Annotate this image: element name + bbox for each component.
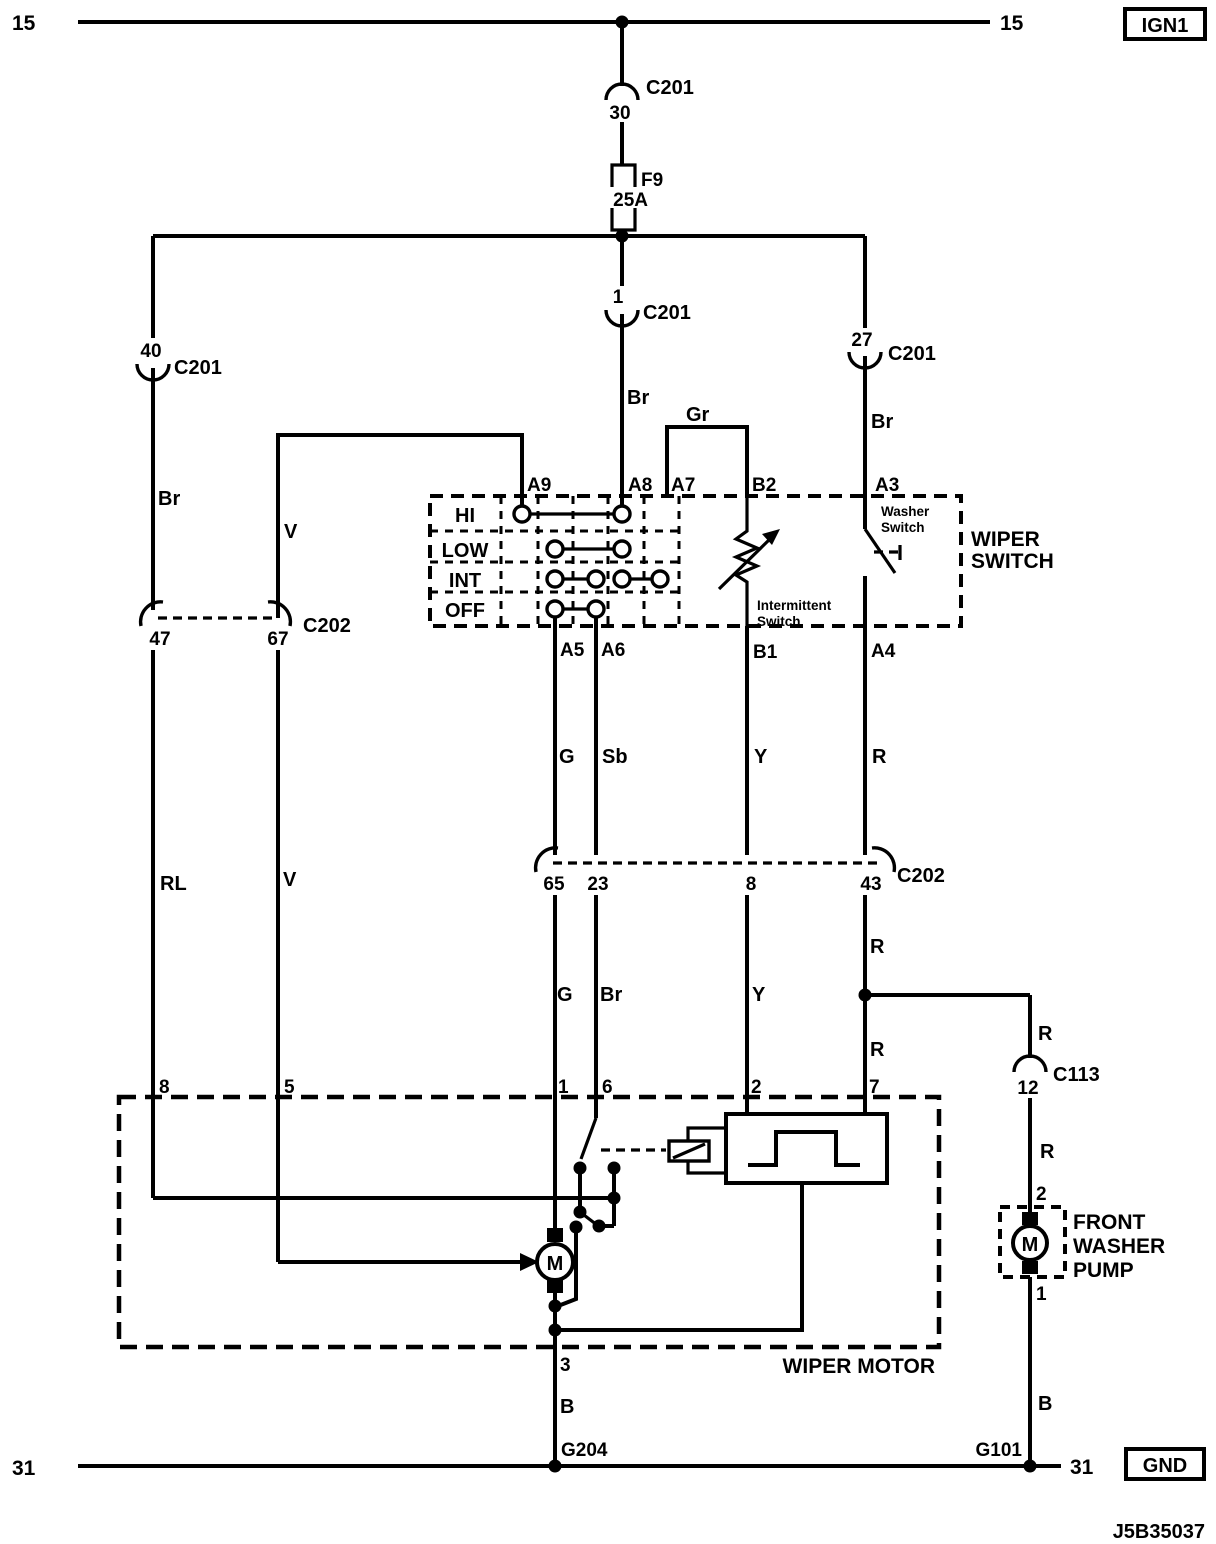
wire-color-y: Y: [754, 746, 768, 768]
junction-dot: [549, 1300, 562, 1313]
left-branch: [137, 236, 351, 1198]
contact-circle: [547, 601, 563, 617]
connector-arc-c201-30: [606, 84, 638, 100]
fuse-branch: [606, 22, 694, 236]
connector-arc-c202-47: [141, 602, 163, 626]
contact-circle: [614, 541, 630, 557]
switch-pos-hi: HI: [455, 505, 475, 527]
wire-color-gr: Gr: [686, 404, 710, 426]
pulse-generator-box: [726, 1114, 887, 1183]
c201-27-pin: 27: [851, 330, 873, 351]
park-switch-blade: [581, 1118, 596, 1159]
pump-pin-bottom: 1: [1036, 1284, 1047, 1305]
pin-b2: B2: [752, 475, 777, 496]
motor-bottom-terminal: [547, 1280, 563, 1293]
c202-43-pin: 43: [860, 874, 882, 895]
diagram-doc-id: J5B35037: [1112, 1521, 1205, 1543]
wire-color-br: Br: [158, 488, 181, 510]
motor-pin-3: 3: [560, 1355, 571, 1376]
c202-row2-name: C202: [897, 865, 945, 887]
switch-pos-off: OFF: [445, 600, 485, 622]
motor-pin-8: 8: [159, 1077, 170, 1098]
c202-8-pin: 8: [745, 874, 757, 895]
wiper-switch-title-2: SWITCH: [971, 550, 1054, 573]
ground-g204-label: G204: [561, 1440, 608, 1461]
top-power-rail: [12, 9, 1205, 39]
wire-color-g: G: [557, 984, 573, 1006]
c113-name: C113: [1053, 1064, 1100, 1086]
c202-23-pin: 23: [587, 874, 609, 895]
pump-title-1: FRONT: [1073, 1211, 1146, 1234]
pin-a7: A7: [671, 475, 696, 496]
pump-title-3: PUMP: [1073, 1259, 1134, 1282]
wiper-motor-outline: [119, 1097, 939, 1347]
pin-a5: A5: [560, 640, 585, 661]
distribution-rail: [153, 230, 865, 243]
pin-a9: A9: [527, 475, 552, 496]
pulse-waveform-icon: [748, 1132, 860, 1165]
contact-circle: [547, 541, 563, 557]
rail-31-right-label: 31: [1070, 1456, 1094, 1479]
pump-motor-letter: M: [1021, 1234, 1039, 1256]
c201-27-name: C201: [888, 343, 936, 365]
contact-circle: [588, 601, 604, 617]
c202-row1-name: C202: [303, 615, 351, 637]
washer-switch-label-2: Switch: [881, 520, 925, 535]
pump-top-terminal: [1022, 1212, 1038, 1225]
wire-color-g: G: [559, 746, 575, 768]
c113-pin: 12: [1017, 1078, 1039, 1099]
motor-pin-5: 5: [284, 1077, 295, 1098]
fuse-rating: 25A: [613, 190, 648, 211]
wire-color-r: R: [1040, 1141, 1055, 1163]
c201-40-pin: 40: [140, 341, 162, 362]
wire-color-r: R: [870, 936, 885, 958]
connector-arc-c113: [1014, 1056, 1046, 1072]
contact-circle: [652, 571, 668, 587]
c202-47-pin: 47: [149, 629, 171, 650]
wire-color-r: R: [1038, 1023, 1053, 1045]
fuse-id: F9: [641, 170, 664, 191]
switch-pos-int: INT: [448, 570, 482, 592]
c201-1-name: C201: [643, 302, 691, 324]
a8-branch: [606, 236, 691, 496]
wiper-motor-block: [119, 1097, 939, 1466]
gnd-bus-label: GND: [1142, 1455, 1188, 1477]
contact-circle: [614, 571, 630, 587]
pin-a6: A6: [601, 640, 626, 661]
wire-color-r: R: [872, 746, 887, 768]
intermittent-label-1: Intermittent: [757, 598, 832, 613]
pump-bottom-terminal: [1022, 1261, 1038, 1274]
pump-pin-top: 2: [1036, 1184, 1047, 1205]
wire-color-v: V: [284, 521, 298, 543]
wiper-switch-title-1: WIPER: [971, 528, 1040, 551]
washer-pump-branch: [1000, 995, 1165, 1466]
ground-g101-label: G101: [975, 1440, 1022, 1461]
washer-switch-label-1: Washer: [881, 504, 930, 519]
motor-letter: M: [546, 1253, 564, 1275]
contact-circle: [614, 506, 630, 522]
rail-31-left-label: 31: [12, 1457, 36, 1480]
c201-1-pin: 1: [612, 287, 624, 308]
c202-to-motor-wires: [159, 895, 1030, 1228]
pump-title-2: WASHER: [1073, 1235, 1166, 1258]
ground-rail: [12, 1440, 1204, 1480]
rail-15-right-label: 15: [1000, 12, 1024, 35]
wire-v-upper: [278, 435, 522, 618]
c201-30-pin: 30: [609, 103, 631, 124]
connector-arc-c202-43: [872, 848, 894, 872]
c202-65-pin: 65: [543, 874, 565, 895]
wiper-motor-title: WIPER MOTOR: [782, 1355, 935, 1378]
wire-color-b: B: [1038, 1393, 1053, 1415]
wiper-switch-block: [430, 475, 1054, 663]
contact-circle: [588, 571, 604, 587]
rail-15-left-label: 15: [12, 12, 36, 35]
wire-color-y: Y: [752, 984, 766, 1006]
pin-a4: A4: [871, 641, 896, 662]
fuse-symbol-top: [612, 165, 635, 187]
motor-pin-2: 2: [751, 1077, 762, 1098]
contact-circle: [547, 571, 563, 587]
junction-dot: [549, 1460, 562, 1473]
a3-branch: [849, 236, 936, 496]
junction-dot: [1024, 1460, 1037, 1473]
wire-color-rl: RL: [160, 873, 187, 895]
ign1-bus-label: IGN1: [1141, 15, 1189, 37]
contact-circle: [514, 506, 530, 522]
wire-color-sb: Sb: [602, 746, 628, 768]
wire-color-b: B: [560, 1396, 575, 1418]
fuse-symbol-bottom: [612, 208, 635, 230]
wire-color-v2: V: [283, 869, 297, 891]
pin-a3: A3: [875, 475, 900, 496]
pin-b1: B1: [753, 642, 778, 663]
wire-color-br: Br: [600, 984, 623, 1006]
c201-30-name: C201: [646, 77, 694, 99]
wire-color-r: R: [870, 1039, 885, 1061]
motor-pin-7: 7: [869, 1077, 880, 1098]
intermittent-label-2: Switch: [757, 614, 801, 629]
motor-pin-1: 1: [558, 1077, 569, 1098]
c201-40-name: C201: [174, 357, 222, 379]
wire-color-br: Br: [871, 411, 894, 433]
motor-pin-6: 6: [602, 1077, 613, 1098]
c202-67-pin: 67: [267, 629, 289, 650]
wire-color-br: Br: [627, 387, 650, 409]
motor-top-terminal: [547, 1228, 563, 1242]
switch-to-c202-wires: [536, 626, 945, 895]
wire-pulse-return: [555, 1183, 802, 1330]
park-switch-blade-2: [580, 1212, 597, 1225]
pin-a8: A8: [628, 475, 653, 496]
switch-pos-low: LOW: [441, 540, 489, 562]
